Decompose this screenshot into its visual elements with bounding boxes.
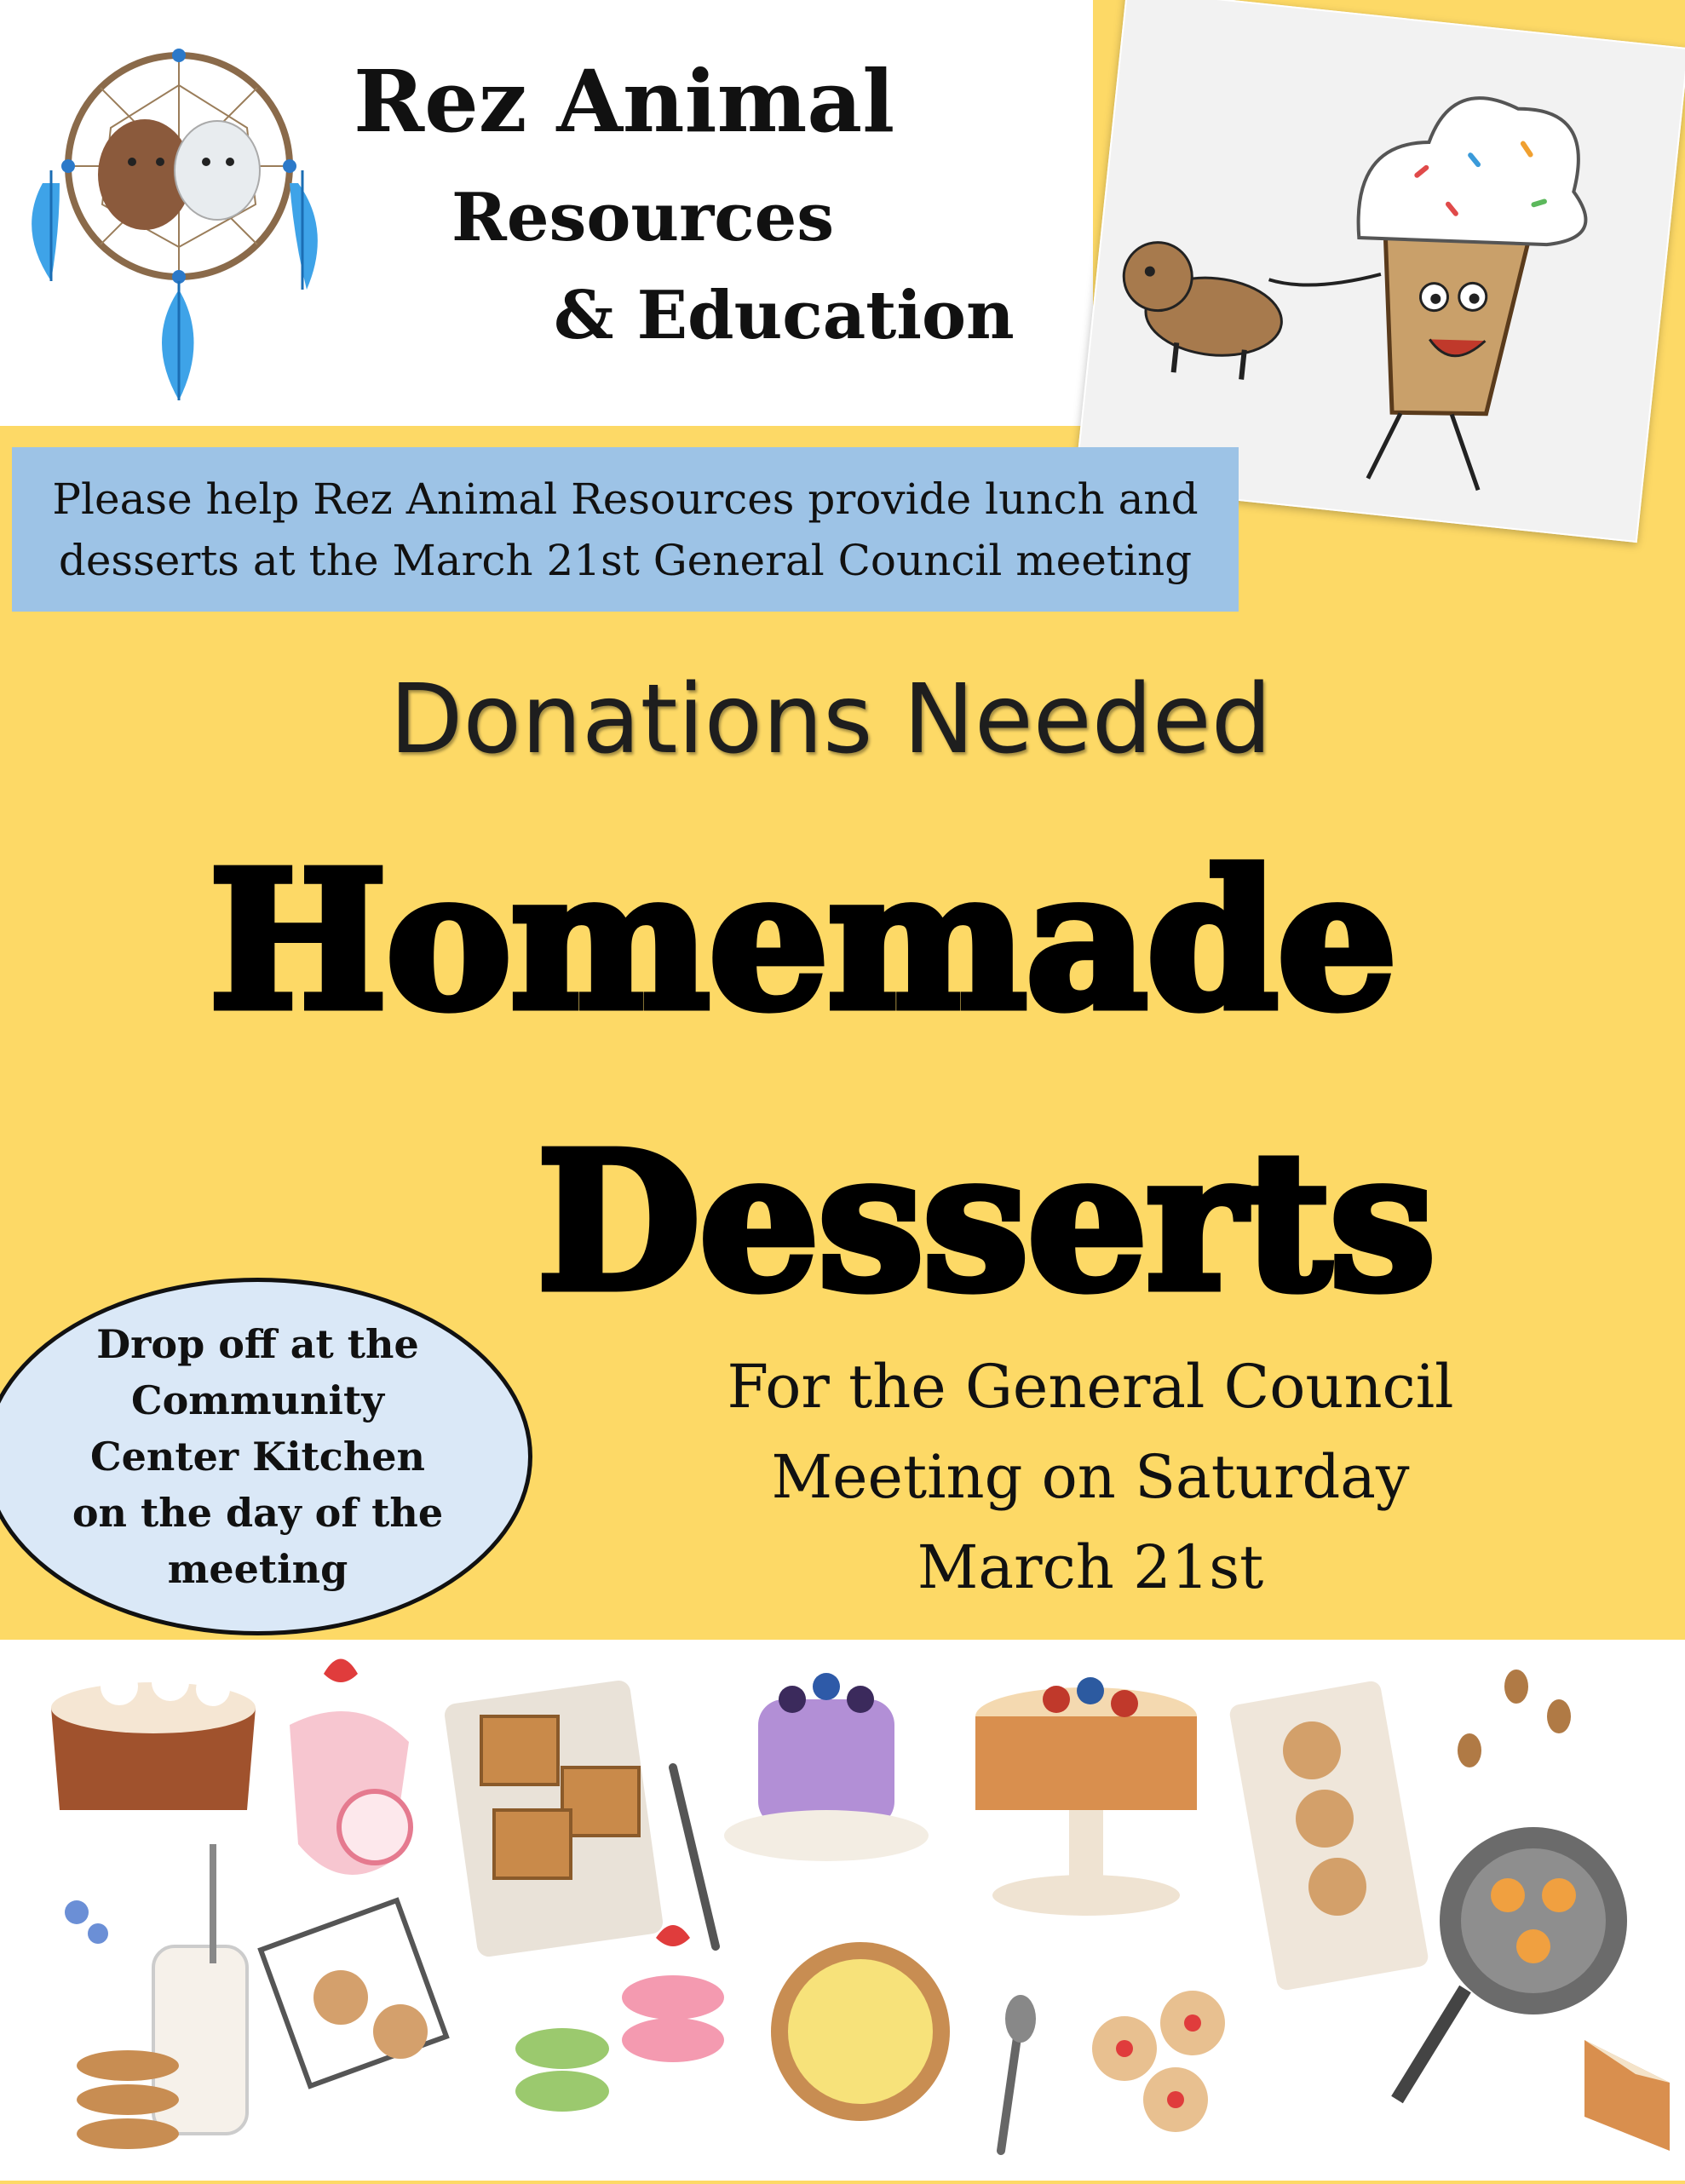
dropoff-line: on the day of the	[72, 1490, 444, 1536]
dreamcatcher-logo-icon	[9, 34, 341, 409]
org-name-line3: & Education	[554, 277, 1015, 354]
meeting-line1: For the General Council	[727, 1352, 1454, 1422]
meeting-info	[664, 1342, 1516, 1612]
donations-heading: Donations Needed	[389, 664, 1272, 775]
request-banner	[12, 447, 1239, 612]
org-name-line1: Rez Animal	[354, 51, 895, 152]
request-line2: desserts at the March 21st General Council meeting	[58, 535, 1193, 585]
title-line2: Desserts	[537, 1112, 1435, 1333]
desserts-illustration	[0, 1640, 1685, 2181]
meeting-line3: March 21st	[917, 1532, 1264, 1602]
dropoff-callout	[0, 1278, 532, 1635]
dropoff-line: Drop off at the	[96, 1321, 419, 1367]
desserts-icon	[0, 1640, 1685, 2181]
dropoff-line: Community	[131, 1377, 384, 1423]
dropoff-line: meeting	[167, 1546, 348, 1592]
request-line1: Please help Rez Animal Resources provide lunch and	[52, 474, 1199, 524]
logo-header	[0, 0, 1093, 426]
meeting-line2: Meeting on Saturday	[771, 1442, 1410, 1512]
org-name-line2: Resources	[451, 179, 835, 256]
title-line1: Homemade	[209, 830, 1396, 1052]
dropoff-line: Center Kitchen	[90, 1434, 425, 1480]
